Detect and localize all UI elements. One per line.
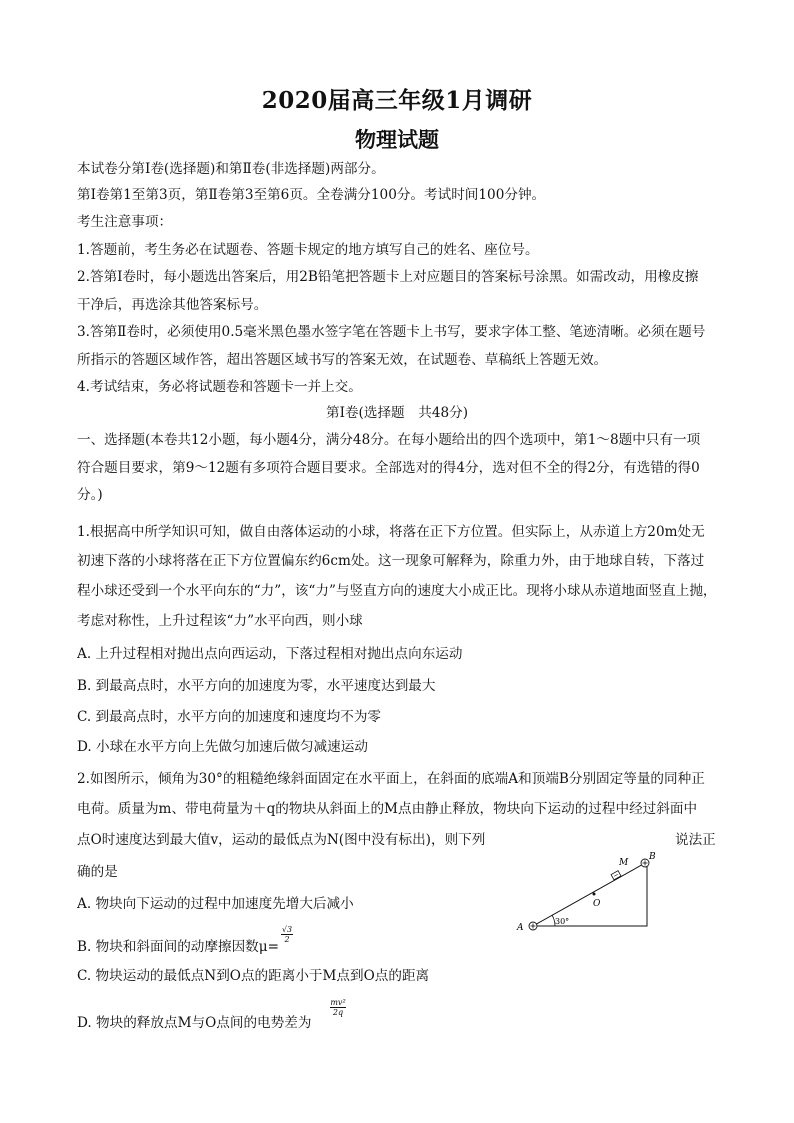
q2-stem-line: 电荷。质量为m、带电荷量为＋q的物块从斜面上的M点由静止释放，物块向下运动的过程中经过斜面中 bbox=[77, 801, 698, 817]
instruction-line: 1.答题前，考生务必在试题卷、答题卡规定的地方填写自己的姓名、座位号。 bbox=[77, 242, 539, 258]
instruction-line: 所指示的答题区域作答，超出答题区域书写的答案无效，在试题卷、草稿纸上答题无效。 bbox=[77, 352, 608, 368]
q2-stem-line: 点O时速度达到最大值v，运动的最低点为N(图中没有标出)，则下列 bbox=[77, 832, 486, 848]
q2-option-c: C. 物块运动的最低点N到O点的距离小于M点到O点的距离 bbox=[77, 968, 430, 984]
section-intro-line: 分。) bbox=[77, 487, 103, 503]
fraction-denominator: 2q bbox=[332, 1008, 344, 1017]
point-o bbox=[593, 893, 596, 896]
q1-option-a: A. 上升过程相对抛出点向西运动，下落过程相对抛出点向东运动 bbox=[77, 646, 463, 662]
angle-label: 30° bbox=[555, 917, 570, 926]
label-o: O bbox=[593, 899, 601, 909]
q1-option-d: D. 小球在水平方向上先做匀加速后做匀减速运动 bbox=[77, 739, 368, 755]
label-m: M bbox=[619, 858, 629, 868]
q1-stem-line: 1.根据高中所学知识可知，做自由落体运动的小球，将落在正下方位置。但实际上，从赤道上方20m处无 bbox=[77, 524, 705, 540]
instruction-line: 考生注意事项： bbox=[77, 214, 173, 230]
exam-subtitle: 物理试题 bbox=[355, 127, 439, 152]
fraction-numerator: mv² bbox=[330, 998, 346, 1007]
instruction-line: 第Ⅰ卷第1至第3页，第Ⅱ卷第3至第6页。全卷满分100分。考试时间100分钟。 bbox=[77, 187, 546, 203]
incline-diagram bbox=[515, 850, 665, 934]
q2-stem-line: 2.如图所示，倾角为30°的粗糙绝缘斜面固定在水平面上，在斜面的底端A和顶端B分别固定等量的同种正 bbox=[77, 771, 705, 787]
q2-stem-line: 确的是 bbox=[77, 864, 118, 880]
instruction-line: 4.考试结束，务必将试题卷和答题卡一并上交。 bbox=[77, 379, 362, 395]
q1-stem-line: 考虑对称性，上升过程该“力”水平向西，则小球 bbox=[77, 613, 363, 629]
q1-stem-line: 初速下落的小球将落在正下方位置偏东约6cm处。这一现象可解释为，除重力外，由于地球自转，下落过 bbox=[77, 553, 705, 569]
q1-option-b: B. 到最高点时，水平方向的加速度为零，水平速度达到最大 bbox=[77, 678, 436, 694]
label-a: A bbox=[517, 923, 524, 933]
fraction-mv2-over-2q bbox=[329, 998, 347, 1017]
section-title: 第Ⅰ卷(选择题 共48分) bbox=[325, 405, 469, 421]
block-m bbox=[611, 871, 621, 880]
instruction-line: 3.答第Ⅱ卷时，必须使用0.5毫米黑色墨水签字笔在答题卡上书写，要求字体工整、笔迹清晰。必须在题号 bbox=[77, 324, 706, 340]
label-b: B bbox=[649, 852, 656, 862]
section-intro-line: 符合题目要求，第9～12题有多项符合题目要求。全部选对的得4分，选对但不全的得2分，有选错的得0 bbox=[77, 460, 700, 476]
q1-option-c: C. 到最高点时，水平方向的加速度和速度均不为零 bbox=[77, 709, 382, 725]
q1-stem-line: 程小球还受到一个水平向东的“力”，该“力”与竖直方向的速度大小成正比。现将小球从赤道地面竖直上抛， bbox=[77, 583, 717, 599]
section-intro-line: 一、选择题(本卷共12小题，每小题4分，满分48分。在每小题给出的四个选项中，第1～8题中只有一项 bbox=[77, 432, 701, 448]
instruction-line: 本试卷分第Ⅰ卷(选择题)和第Ⅱ卷(非选择题)两部分。 bbox=[77, 161, 385, 177]
fraction-sqrt3-over-2 bbox=[280, 925, 294, 944]
exam-title: 2020届高三年级1月调研 bbox=[261, 87, 533, 114]
instruction-line: 干净后，再选涂其他答案标号。 bbox=[77, 297, 268, 313]
q2-option-a: A. 物块向下运动的过程中加速度先增大后减小 bbox=[77, 896, 354, 912]
fraction-denominator: 2 bbox=[284, 935, 290, 944]
q2-stem-tail: 说法正 bbox=[675, 832, 716, 848]
fraction-numerator: √3 bbox=[281, 925, 293, 934]
instruction-line: 2.答第Ⅰ卷时，每小题选出答案后，用2B铅笔把答题卡上对应题目的答案标号涂黑。如需改动，用橡皮擦 bbox=[77, 269, 699, 285]
incline-triangle bbox=[533, 862, 647, 926]
q2-option-d: D. 物块的释放点M与O点间的电势差为 bbox=[77, 1015, 312, 1031]
q2-option-b: B. 物块和斜面间的动摩擦因数μ= bbox=[77, 939, 279, 955]
